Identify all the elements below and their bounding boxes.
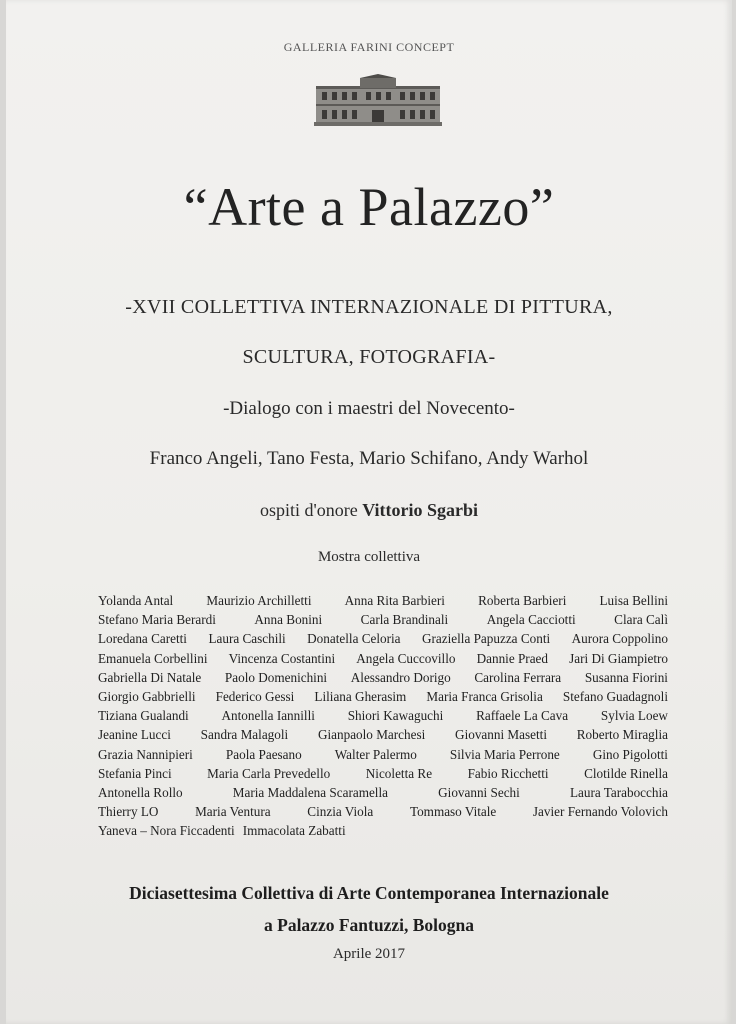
footer-line-1: Diciasettesima Collettiva di Arte Contemporanea Internazionale — [129, 883, 609, 903]
artist-name: Laura Tarabocchia — [569, 785, 668, 801]
artist-name: Maria Ventura — [195, 804, 271, 820]
artist-name: Dannie Praed — [476, 650, 548, 666]
artist-name: Shiori Kawaguchi — [347, 708, 444, 724]
subtitle — [6, 282, 732, 382]
artist-line — [98, 821, 668, 840]
artist-name: Maurizio Archilletti — [206, 593, 312, 608]
artist-name: Carolina Ferrara — [474, 669, 562, 685]
palazzo-building-icon — [314, 74, 442, 126]
gallery-name: GALLERIA FARINI CONCEPT — [283, 40, 455, 54]
artist-name: Luisa Bellini — [599, 593, 668, 608]
artist-name: Loredana Caretti — [98, 631, 187, 647]
artist-line — [98, 687, 668, 706]
page-title: “Arte a Palazzo” — [183, 177, 555, 237]
artist-name: Stefano Guadagnoli — [562, 689, 668, 705]
footer-line-2: a Palazzo Fantuzzi, Bologna — [264, 915, 474, 935]
artist-name: Carla Brandinali — [360, 612, 449, 628]
artist-name: Tiziana Gualandi — [98, 708, 189, 724]
artist-name: Clotilde Rinella — [584, 765, 668, 781]
artist-name: Maria Carla Prevedello — [207, 765, 331, 781]
artist-name: Stefano Maria Berardi — [98, 612, 216, 628]
artist-name: Sandra Malagoli — [200, 727, 289, 743]
artist-name: Immacolata Zabatti — [242, 823, 346, 839]
artist-name: Giovanni Masetti — [455, 727, 547, 743]
artist-name: Vincenza Costantini — [228, 650, 336, 666]
artist-name: Yaneva – Nora Ficcadenti — [98, 823, 235, 839]
artist-name: Maria Maddalena Scaramella — [232, 785, 388, 801]
book-cover — [6, 0, 732, 1024]
artist-name: Alessandro Dorigo — [350, 669, 451, 685]
artist-line — [98, 764, 668, 783]
artist-name: Nicoletta Re — [365, 765, 433, 781]
artist-name: Jari Di Giampietro — [569, 650, 668, 666]
artist-name: Javier Fernando Volovich — [532, 804, 668, 820]
footer-event — [6, 877, 732, 941]
artist-name: Maria Franca Grisolia — [426, 689, 543, 705]
artist-line — [98, 591, 668, 610]
artist-name: Anna Bonini — [254, 612, 323, 628]
artist-name: Angela Cacciotti — [486, 612, 576, 628]
artist-name: Donatella Celoria — [307, 631, 401, 647]
artist-name: Federico Gessi — [215, 689, 295, 705]
subtitle-line-1: -XVII COLLETTIVA INTERNAZIONALE DI PITTURA, — [125, 296, 613, 318]
artist-name: Roberta Barbieri — [478, 593, 567, 608]
artist-name: Antonella Rollo — [98, 785, 183, 801]
mostra-heading: Mostra collettiva — [317, 549, 421, 565]
artist-name: Liliana Gherasim — [314, 689, 407, 705]
artist-name: Cinzia Viola — [307, 804, 374, 820]
artist-name: Giovanni Sechi — [438, 785, 520, 801]
artist-name: Graziella Papuzza Conti — [421, 631, 551, 647]
artist-name: Anna Rita Barbieri — [344, 593, 445, 608]
masters-line: Franco Angeli, Tano Festa, Mario Schifano, Andy Warhol — [149, 448, 589, 469]
artist-name: Silvia Maria Perrone — [449, 746, 560, 762]
guest-name: Vittorio Sgarbi — [362, 500, 479, 520]
artist-name: Clara Calì — [614, 612, 668, 628]
artist-name: Emanuela Corbellini — [98, 650, 208, 666]
subtitle-line-2: SCULTURA, FOTOGRAFIA- — [242, 346, 496, 368]
artist-name: Tommaso Vitale — [409, 804, 497, 820]
artist-name: Laura Caschili — [208, 631, 286, 647]
artist-name: Susanna Fiorini — [584, 669, 668, 685]
artist-line — [98, 725, 668, 744]
artist-name: Sylvia Loew — [600, 708, 668, 724]
artist-name: Grazia Nannipieri — [98, 746, 193, 762]
artist-name: Angela Cuccovillo — [356, 650, 456, 666]
artist-name: Paolo Domenichini — [224, 669, 328, 685]
artist-name: Giorgio Gabbrielli — [98, 689, 196, 705]
guest-of-honour — [6, 500, 732, 521]
artist-line — [98, 629, 668, 648]
artist-name: Gino Pigolotti — [592, 746, 668, 762]
artist-line — [98, 802, 668, 821]
artist-name: Stefania Pinci — [98, 765, 172, 781]
artist-list — [98, 591, 668, 841]
artist-name: Fabio Ricchetti — [467, 765, 549, 781]
artist-line — [98, 745, 668, 764]
artist-name: Walter Palermo — [334, 746, 417, 762]
artist-name: Aurora Coppolino — [571, 631, 668, 647]
artist-name: Gabriella Di Natale — [98, 669, 202, 685]
artist-name: Thierry LO — [98, 804, 159, 820]
artist-name: Jeanine Lucci — [98, 727, 171, 743]
artist-name: Roberto Miraglia — [576, 727, 668, 743]
date: Aprile 2017 — [332, 946, 406, 962]
artist-line — [98, 610, 668, 629]
artist-line — [98, 668, 668, 687]
artist-line — [98, 649, 668, 668]
dialogo-line: -Dialogo con i maestri del Novecento- — [223, 398, 515, 419]
artist-name: Gianpaolo Marchesi — [317, 727, 426, 743]
artist-name: Raffaele La Cava — [476, 708, 569, 724]
guest-prefix: ospiti d'onore — [259, 500, 358, 520]
artist-name: Paola Paesano — [225, 746, 302, 762]
artist-name: Antonella Iannilli — [221, 708, 315, 724]
artist-line — [98, 783, 668, 802]
artist-line — [98, 706, 668, 725]
artist-name: Yolanda Antal — [98, 593, 174, 608]
